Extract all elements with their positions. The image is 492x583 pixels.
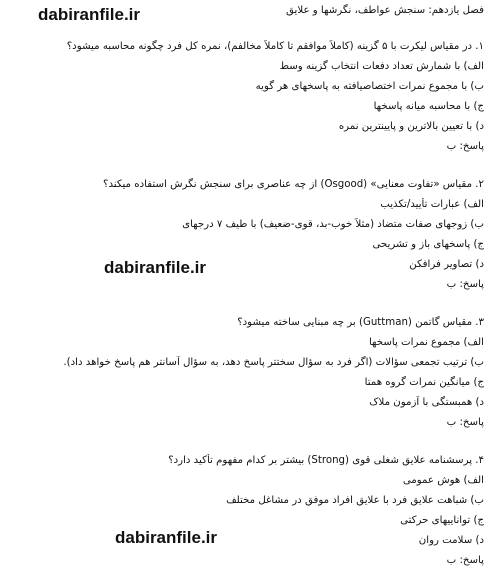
answer: پاسخ: ب bbox=[446, 141, 484, 152]
answer: پاسخ: ب bbox=[446, 555, 484, 566]
question-text: ۱. در مقیاس لیکرت با ۵ گزینه (کاملاً موافقم تا کاملاً مخالفم)، نمره کل فرد چگونه محاسبه میشود؟ bbox=[66, 41, 484, 52]
chapter-title: فصل یازدهم: سنجش عواطف، نگرشها و علایق bbox=[286, 5, 484, 16]
option: د) با تعیین بالاترین و پایینترین نمره bbox=[338, 121, 484, 132]
option: ب) با مجموع نمرات اختصاصیافته به پاسخهای هر گویه bbox=[255, 81, 484, 92]
question-text: ۳. مقیاس گاتمن (Guttman) بر چه مبنایی ساخته میشود؟ bbox=[237, 317, 484, 328]
question-text: ۲. مقیاس «تفاوت معنایی» (Osgood) از چه عناصری برای سنجش نگرش استفاده میکند؟ bbox=[103, 179, 484, 190]
option: الف) عبارات تأیید/تکذیب bbox=[380, 199, 484, 210]
option: د) سلامت روان bbox=[418, 535, 484, 546]
option: د) تصاویر فرافکن bbox=[409, 259, 484, 270]
option: ب) شباهت علایق فرد با علایق افراد موفق در مشاغل مختلف bbox=[226, 495, 484, 506]
watermark: dabiranfile.ir bbox=[104, 258, 207, 277]
option: ب) زوجهای صفات متضاد (مثلاً خوب-بد، قوی-ضعیف) با طیف ۷ درجهای bbox=[182, 219, 484, 230]
answer: پاسخ: ب bbox=[446, 417, 484, 428]
option: د) همبستگی با آزمون ملاک bbox=[369, 397, 484, 408]
option: الف) هوش عمومی bbox=[402, 475, 484, 486]
option: ج) با محاسبه میانه پاسخها bbox=[373, 101, 484, 112]
option: ج) پاسخهای باز و تشریحی bbox=[372, 239, 484, 250]
watermark: dabiranfile.ir bbox=[115, 528, 218, 547]
option: ج) تواناییهای حرکتی bbox=[400, 515, 484, 526]
option: ج) میانگین نمرات گروه همتا bbox=[364, 377, 484, 388]
answer: پاسخ: ب bbox=[446, 279, 484, 290]
option: ب) ترتیب تجمعی سؤالات (اگر فرد به سؤال سختتر پاسخ دهد، به سؤال آسانتر هم پاسخ خواهد داد). bbox=[63, 357, 484, 368]
watermark: dabiranfile.ir bbox=[38, 5, 141, 24]
question-text: ۴. پرسشنامه علایق شغلی قوی (Strong) بیشتر بر کدام مفهوم تأکید دارد؟ bbox=[168, 455, 484, 466]
option: الف) با شمارش تعداد دفعات انتخاب گزینه وسط bbox=[279, 61, 484, 72]
option: الف) مجموع نمرات پاسخها bbox=[368, 337, 484, 348]
